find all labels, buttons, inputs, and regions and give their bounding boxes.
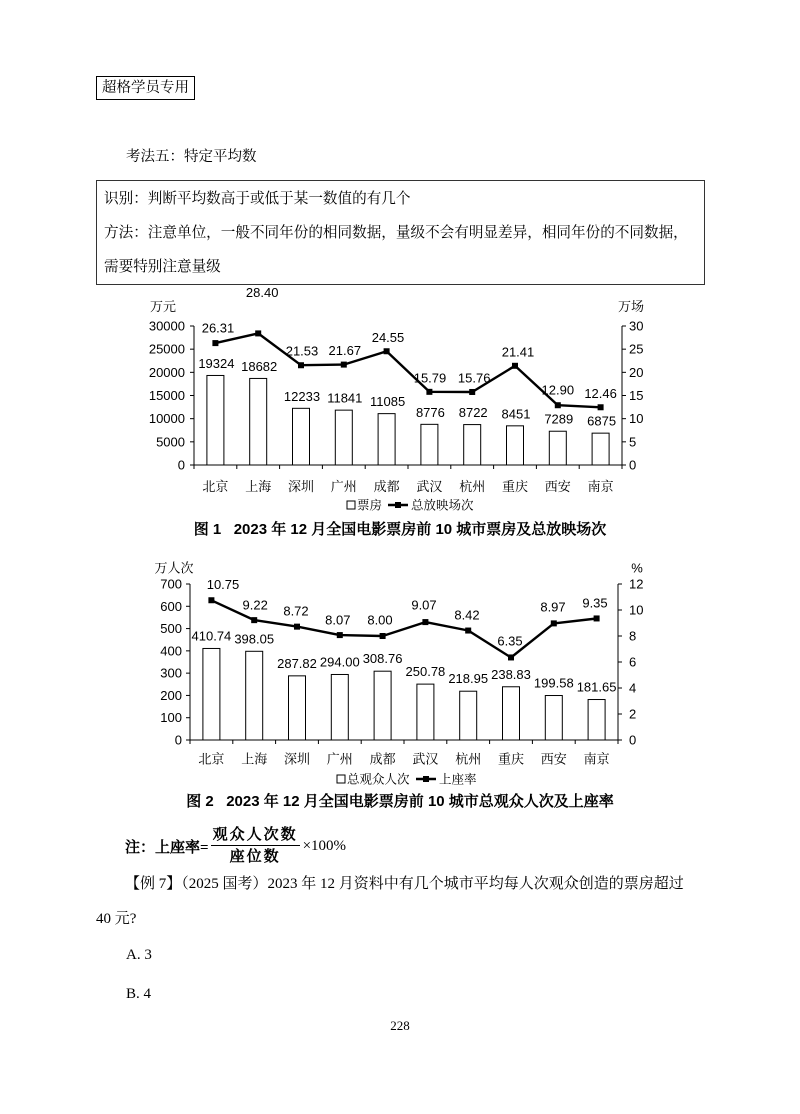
- category-label: 武汉: [412, 751, 439, 767]
- bar-value-label: 398.05: [234, 631, 275, 647]
- left-axis-tick-label: 700: [160, 576, 182, 592]
- legend-line-label: 上座率: [439, 772, 477, 787]
- category-label: 杭州: [455, 751, 482, 767]
- line-value-label: 9.07: [411, 597, 437, 613]
- bar-value-label: 199.58: [533, 675, 574, 691]
- left-axis-tick-label: 600: [160, 598, 182, 614]
- bar-9: [545, 696, 562, 740]
- formula-numerator: 观众人次数: [211, 826, 300, 846]
- line-value-label: 8.00: [367, 612, 393, 628]
- bar-2: [250, 378, 267, 465]
- bar-10: [592, 433, 609, 465]
- left-axis-tick-label: 30000: [148, 318, 185, 334]
- right-axis-tick-label: 10: [629, 602, 644, 618]
- category-label: 武汉: [416, 479, 443, 494]
- formula-denominator: 座位数: [229, 849, 281, 865]
- bar-10: [588, 700, 605, 740]
- line-marker-6: [426, 389, 432, 395]
- left-axis-tick-label: 20000: [148, 364, 185, 380]
- figure-2-caption: 图 2 2023 年 12 月全国电影票房前 10 城市总观众人次及上座率: [186, 793, 614, 810]
- category-label: 广州: [330, 479, 357, 494]
- bar-value-label: 18682: [241, 358, 278, 374]
- bar-value-label: 8722: [458, 405, 488, 421]
- left-axis-tick-label: 0: [174, 732, 182, 748]
- method-line: 方法：注意单位，一般不同年份的相同数据，量级不会有明显差异，相同年份的不同数据，: [104, 225, 688, 241]
- bar-4: [331, 674, 348, 740]
- bar-value-label: 287.82: [277, 655, 317, 671]
- line-marker-8: [512, 363, 518, 369]
- left-axis-tick-label: 400: [160, 643, 182, 659]
- bar-value-label: 8776: [415, 404, 445, 420]
- line-marker-5: [384, 348, 390, 354]
- left-axis-tick-label: 500: [160, 621, 182, 637]
- line-value-label: 24.55: [371, 329, 405, 345]
- bar-5: [378, 414, 395, 465]
- legend-line-marker: [395, 502, 401, 508]
- line-series: [211, 597, 596, 657]
- option-a: A. 3: [126, 947, 152, 963]
- line-marker-5: [380, 633, 386, 639]
- line-value-label: 12.46: [584, 385, 617, 401]
- bar-value-label: 308.76: [362, 651, 403, 667]
- bar-value-label: 250.78: [405, 664, 446, 680]
- bar-value-label: 12233: [283, 388, 321, 404]
- line-value-label: 9.22: [242, 597, 268, 613]
- right-axis-tick-label: 15: [629, 388, 644, 403]
- line-marker-6: [422, 619, 428, 625]
- category-label: 西安: [544, 479, 571, 494]
- bar-9: [549, 431, 566, 465]
- bar-value-label: 410.74: [191, 628, 232, 644]
- legend-line-marker: [423, 776, 429, 782]
- legend-bar-label: 总观众人次: [347, 772, 410, 787]
- line-value-label: 8.07: [325, 612, 351, 628]
- bar-value-label: 218.95: [448, 671, 489, 687]
- line-value-label: 12.90: [541, 382, 575, 398]
- bar-value-label: 11841: [327, 390, 363, 406]
- question-stem: 【例 7】（2025 国考）2023 年 12 月资料中有几个城市平均每人次观众创造的票房超过: [125, 876, 684, 892]
- category-label: 深圳: [287, 479, 315, 494]
- line-marker-4: [341, 362, 347, 368]
- bar-value-label: 294.00: [319, 654, 360, 670]
- right-axis-tick-label: 30: [629, 318, 644, 334]
- line-marker-1: [208, 597, 214, 603]
- left-axis-unit-label: 万人次: [154, 560, 194, 576]
- left-axis-tick-label: 25000: [148, 341, 185, 357]
- line-marker-8: [508, 654, 514, 660]
- left-axis-tick-label: 5000: [156, 434, 185, 450]
- left-axis-tick-label: 0: [177, 457, 185, 473]
- left-axis-tick-label: 200: [160, 687, 182, 703]
- right-axis-unit-label: %: [631, 560, 643, 576]
- right-axis-tick-label: 0: [629, 457, 637, 473]
- bar-value-label: 6875: [587, 413, 617, 429]
- formula-fraction: [211, 826, 300, 866]
- category-label: 重庆: [497, 751, 525, 767]
- category-label: 南京: [587, 479, 614, 494]
- line-marker-2: [251, 617, 257, 623]
- section-title: 考法五：特定平均数: [126, 149, 257, 165]
- bar-6: [417, 684, 434, 740]
- bar-value-label: 8451: [501, 406, 531, 422]
- line-marker-1: [212, 340, 218, 346]
- right-axis-tick-label: 2: [629, 706, 637, 722]
- line-value-label: 15.79: [413, 370, 447, 386]
- line-value-label: 6.35: [497, 633, 523, 649]
- line-marker-2: [255, 330, 261, 336]
- bar-2: [246, 651, 263, 740]
- right-axis-tick-label: 10: [629, 411, 644, 427]
- line-value-label: 21.41: [501, 344, 535, 360]
- line-marker-9: [551, 620, 557, 626]
- bar-value-label: 19324: [198, 355, 235, 371]
- bar-value-label: 11085: [370, 394, 406, 410]
- bar-5: [374, 671, 391, 740]
- legend-bar-swatch: [347, 501, 355, 509]
- line-value-label: 28.40: [245, 284, 279, 300]
- category-label: 杭州: [459, 479, 486, 494]
- category-label: 西安: [540, 751, 567, 767]
- category-label: 上海: [241, 751, 268, 767]
- category-label: 北京: [198, 751, 225, 767]
- line-marker-9: [555, 402, 561, 408]
- audience-and-occupancy-chart: [140, 555, 660, 790]
- line-value-label: 26.31: [201, 320, 235, 336]
- bar-value-label: 181.65: [576, 679, 617, 695]
- method-box: [96, 180, 705, 285]
- line-marker-4: [337, 632, 343, 638]
- line-marker-7: [465, 628, 471, 634]
- right-axis-tick-label: 5: [629, 434, 637, 450]
- bar-3: [293, 408, 310, 465]
- line-value-label: 9.35: [582, 595, 608, 611]
- right-axis-tick-label: 20: [629, 364, 644, 380]
- question-stem-continued: 40 元?: [96, 911, 137, 927]
- bar-3: [289, 676, 306, 740]
- left-axis-tick-label: 10000: [148, 411, 185, 427]
- right-axis-tick-label: 8: [629, 628, 637, 644]
- bar-7: [464, 425, 481, 465]
- line-marker-3: [298, 362, 304, 368]
- right-axis-unit-label: 万场: [617, 299, 645, 314]
- line-marker-7: [469, 389, 475, 395]
- student-only-tag: 超格学员专用: [96, 76, 195, 100]
- option-b: B. 4: [126, 986, 152, 1002]
- right-axis-tick-label: 4: [629, 680, 637, 696]
- line-marker-10: [598, 404, 604, 410]
- legend-line-label: 总放映场次: [411, 498, 474, 513]
- bar-6: [421, 424, 438, 465]
- line-marker-3: [294, 624, 300, 630]
- bar-value-label: 7289: [544, 411, 574, 427]
- category-label: 深圳: [283, 751, 311, 767]
- category-label: 北京: [202, 479, 229, 494]
- line-value-label: 8.42: [454, 607, 480, 623]
- left-axis-tick-label: 100: [160, 710, 182, 726]
- line-value-label: 15.76: [457, 370, 491, 386]
- bar-8: [507, 426, 524, 465]
- legend-bar-label: 票房: [357, 498, 383, 513]
- left-axis-tick-label: 300: [160, 665, 182, 681]
- line-value-label: 21.67: [328, 343, 362, 359]
- category-label: 南京: [583, 751, 610, 767]
- line-value-label: 21.53: [285, 343, 319, 359]
- formula-suffix: ×100%: [302, 837, 347, 854]
- bar-4: [335, 410, 352, 465]
- box-office-and-screenings-chart: [140, 285, 660, 515]
- legend-bar-swatch: [337, 775, 345, 783]
- category-label: 成都: [373, 479, 400, 494]
- right-axis-tick-label: 25: [629, 341, 644, 357]
- occupancy-formula-note: [125, 825, 346, 867]
- bar-8: [503, 687, 520, 740]
- category-label: 广州: [326, 751, 353, 767]
- category-label: 成都: [369, 751, 396, 767]
- bar-1: [207, 375, 224, 465]
- right-axis-tick-label: 6: [629, 654, 637, 670]
- line-value-label: 8.97: [540, 599, 566, 615]
- page-number: 228: [390, 1018, 410, 1033]
- method-line-continued: 需要特别注意量级: [104, 259, 221, 275]
- left-axis-tick-label: 15000: [148, 388, 185, 403]
- line-value-label: 10.75: [206, 576, 240, 592]
- category-label: 上海: [245, 479, 272, 494]
- line-value-label: 8.72: [283, 603, 309, 619]
- line-marker-10: [594, 615, 600, 621]
- bar-1: [203, 648, 220, 740]
- right-axis-tick-label: 12: [629, 576, 644, 592]
- category-label: 重庆: [501, 479, 529, 494]
- bar-value-label: 238.83: [491, 666, 531, 682]
- formula-prefix: 注：上座率=: [125, 839, 209, 856]
- left-axis-unit-label: 万元: [149, 299, 177, 314]
- right-axis-tick-label: 0: [629, 732, 637, 748]
- figure-1-caption: 图 1 2023 年 12 月全国电影票房前 10 城市票房及总放映场次: [193, 521, 607, 538]
- identify-line: 识别：判断平均数高于或低于某一数值的有几个: [104, 191, 411, 207]
- bar-7: [460, 691, 477, 740]
